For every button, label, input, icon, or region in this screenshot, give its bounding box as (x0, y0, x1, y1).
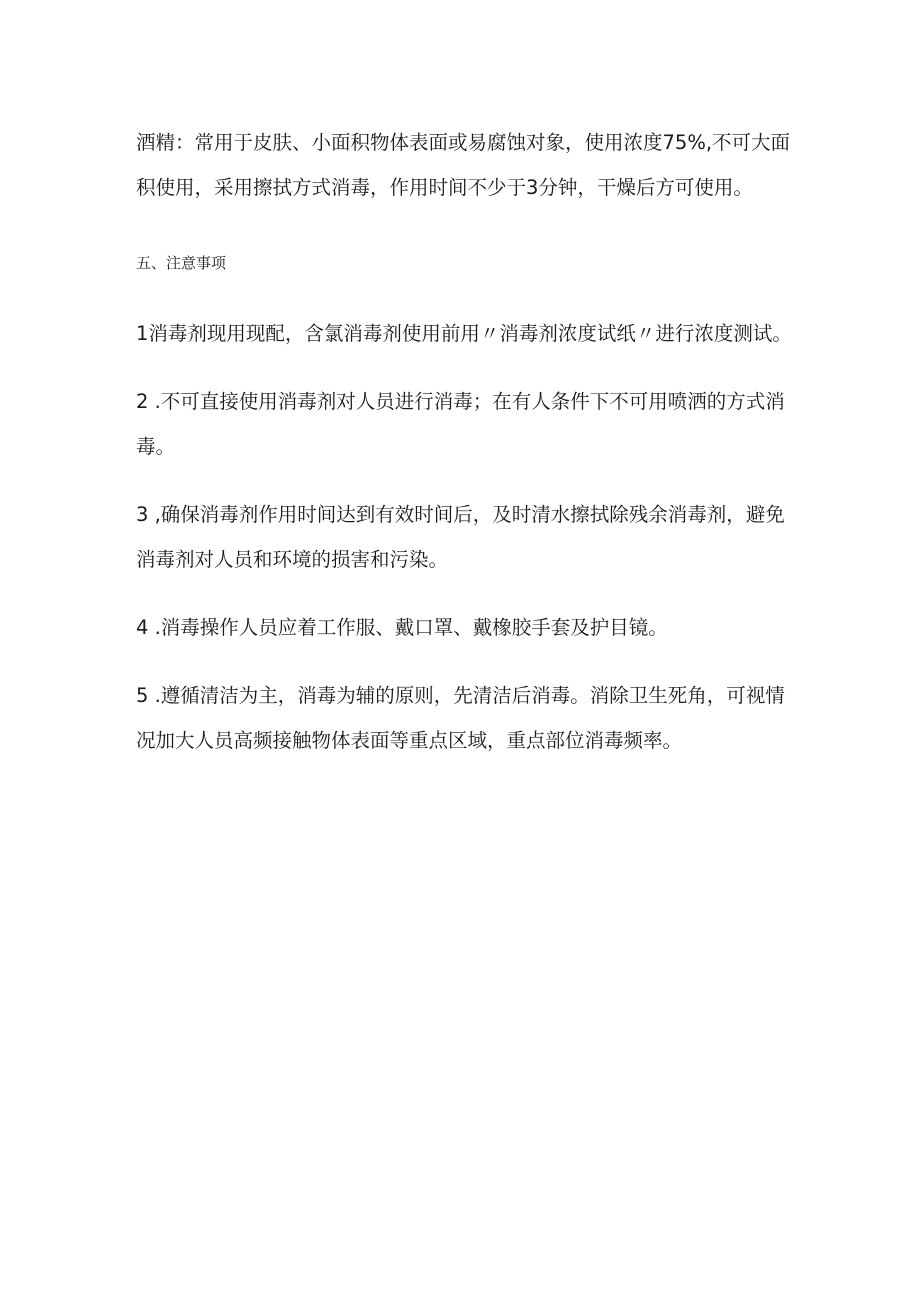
note-item-1: 1消毒剂现用现配，含氯消毒剂使用前用〃消毒剂浓度试纸〃进行浓度测试。 (136, 322, 792, 345)
note-item-4: 4 .消毒操作人员应着工作服、戴口罩、戴橡胶手套及护目镜。 (136, 616, 668, 639)
section-heading: 五、注意事项 (136, 254, 227, 272)
document-body (136, 120, 796, 786)
note-item-5: 5 .遵循清洁为主，消毒为辅的原则，先清洁后消毒。消除卫生死角，可视情况加大人员高频接触物体表面等重点区域，重点部位消毒频率。 (136, 684, 785, 752)
note-item-3: 3 ,确保消毒剂作用时间达到有效时间后，及时清水擦拭除残余消毒剂，避免消毒剂对人员和环境的损害和污染。 (136, 503, 785, 571)
note-item-2: 2 .不可直接使用消毒剂对人员进行消毒；在有人条件下不可用喷洒的方式消毒。 (136, 390, 785, 458)
alcohol-paragraph: 酒精：常用于皮肤、小面积物体表面或易腐蚀对象，使用浓度75%,不可大面积使用，采用擦拭方式消毒，作用时间不少于3分钟，干燥后方可使用。 (136, 131, 791, 199)
